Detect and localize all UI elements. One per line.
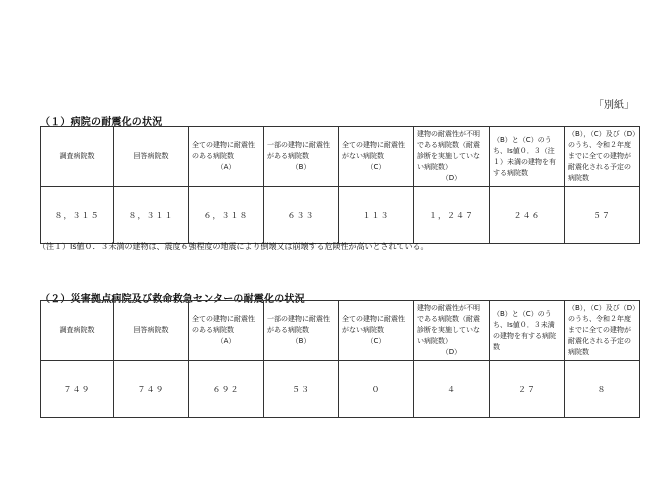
value-cell: ７４９ [41, 361, 114, 418]
value-cell: ２７ [490, 361, 565, 418]
value-cell: ０ [339, 361, 414, 418]
value-cell: ８，３１５ [41, 187, 114, 244]
header-cell: （B），（C）及び（D）のうち、令和２年度までに全ての建物が耐震化される予定の病院数 [565, 301, 640, 361]
header-cell: 回答病院数 [114, 301, 189, 361]
table-row [41, 361, 640, 418]
header-cell: 調査病院数 [41, 301, 114, 361]
value-cell: ８ [565, 361, 640, 418]
header-cell: 全ての建物に耐震性がない病院数 （C） [339, 127, 414, 187]
value-cell: ５７ [565, 187, 640, 244]
value-cell: ６，３１８ [189, 187, 264, 244]
table-header-row [41, 301, 640, 361]
header-cell: 全ての建物に耐震性がない病院数 （C） [339, 301, 414, 361]
value-cell: １，２４７ [414, 187, 490, 244]
value-cell: ６９２ [189, 361, 264, 418]
header-cell: 建物の耐震性が不明である病院数（耐震診断を実施していない病院数） （D） [414, 127, 490, 187]
section1-table [40, 126, 640, 244]
attachment-label: 「別紙」 [594, 100, 634, 111]
value-cell: ５３ [264, 361, 339, 418]
header-cell: 一部の建物に耐震性がある病院数 （B） [264, 127, 339, 187]
value-cell: ４ [414, 361, 490, 418]
header-cell: （B）と（C）のうち、Is値０．３（注１）未満の建物を有する病院数 [490, 127, 565, 187]
header-cell: （B）と（C）のうち、Is値０．３未満の建物を有する病院数 [490, 301, 565, 361]
value-cell: ７４９ [114, 361, 189, 418]
value-cell: ６３３ [264, 187, 339, 244]
header-cell: 調査病院数 [41, 127, 114, 187]
section1-title: （１）病院の耐震化の状況 [40, 117, 163, 128]
table-header-row [41, 127, 640, 187]
footnote: （注１）Is値０．３未満の建物は、震度６強程度の地震により倒壊又は崩壊する危険性が高いとされている。 [38, 242, 429, 251]
header-cell: 全ての建物に耐震性のある病院数 （A） [189, 301, 264, 361]
table-row [41, 187, 640, 244]
header-cell: 回答病院数 [114, 127, 189, 187]
header-cell: 全ての建物に耐震性のある病院数 （A） [189, 127, 264, 187]
header-cell: （B），（C）及び（D）のうち、令和２年度までに全ての建物が耐震化される予定の病院数 [565, 127, 640, 187]
section2-title: （２）災害拠点病院及び救命救急センターの耐震化の状況 [40, 294, 305, 305]
value-cell: ８，３１１ [114, 187, 189, 244]
section2-table [40, 300, 640, 418]
header-cell: 一部の建物に耐震性がある病院数 （B） [264, 301, 339, 361]
header-cell: 建物の耐震性が不明である病院数（耐震診断を実施していない病院数） （D） [414, 301, 490, 361]
value-cell: １１３ [339, 187, 414, 244]
value-cell: ２４６ [490, 187, 565, 244]
